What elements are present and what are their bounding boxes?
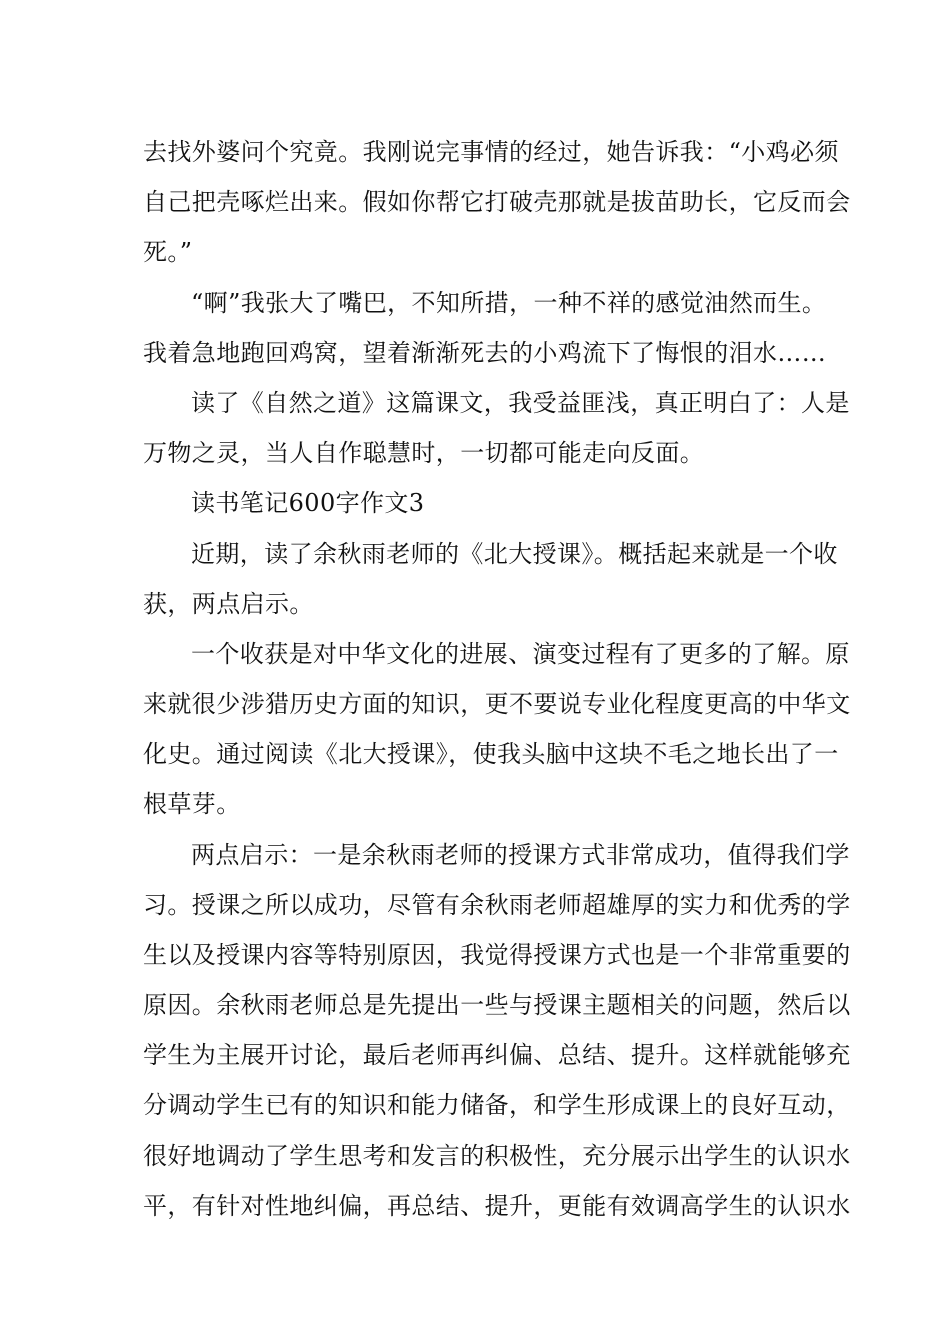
text-line-20: 分调动学生已有的知识和能力储备，和学生形成课上的良好互动， [143,1091,851,1119]
text-line-3: 死。” [143,238,193,266]
text-line-4: “啊”我张大了嘴巴，不知所措，一种不祥的感觉油然而生。 [191,289,827,317]
text-line-13: 化史。通过阅读《北大授课》，使我头脑中这块不毛之地长出了一 [143,740,839,768]
text-line-12: 来就很少涉猎历史方面的知识，更不要说专业化程度更高的中华文 [143,690,851,718]
text-line-7: 万物之灵，当人自作聪慧时，一切都可能走向反面。 [143,439,705,467]
text-line-2: 自己把壳啄烂出来。假如你帮它打破壳那就是拔苗助长，它反而会 [143,188,851,216]
text-line-18: 原因。余秋雨老师总是先提出一些与授课主题相关的问题，然后以 [143,991,851,1019]
text-line-11: 一个收获是对中华文化的进展、演变过程有了更多的了解。原 [191,640,850,668]
text-line-9: 近期，读了余秋雨老师的《北大授课》。概括起来就是一个收 [191,540,838,568]
text-line-6: 读了《自然之道》这篇课文，我受益匪浅，真正明白了：人是 [191,389,850,417]
text-line-14: 根草芽。 [143,790,241,818]
text-line-21: 很好地调动了学生思考和发言的积极性，充分展示出学生的认识水 [143,1142,851,1170]
text-line-16: 习。授课之所以成功，尽管有余秋雨老师超雄厚的实力和优秀的学 [143,891,851,919]
text-line-17: 生以及授课内容等特别原因，我觉得授课方式也是一个非常重要的 [143,941,851,969]
text-line-1: 去找外婆问个究竟。我刚说完事情的经过，她告诉我：“小鸡必须 [143,138,839,166]
text-line-19: 学生为主展开讨论，最后老师再纠偏、总结、提升。这样就能够充 [143,1041,851,1069]
section-heading: 读书笔记600字作文3 [191,489,425,517]
text-line-15: 两点启示：一是余秋雨老师的授课方式非常成功，值得我们学 [191,841,850,869]
text-line-22: 平，有针对性地纠偏，再总结、提升，更能有效调高学生的认识水 [143,1192,851,1220]
text-line-10: 获，两点启示。 [143,590,314,618]
text-line-5: 我着急地跑回鸡窝，望着渐渐死去的小鸡流下了悔恨的泪水…… [143,339,827,367]
